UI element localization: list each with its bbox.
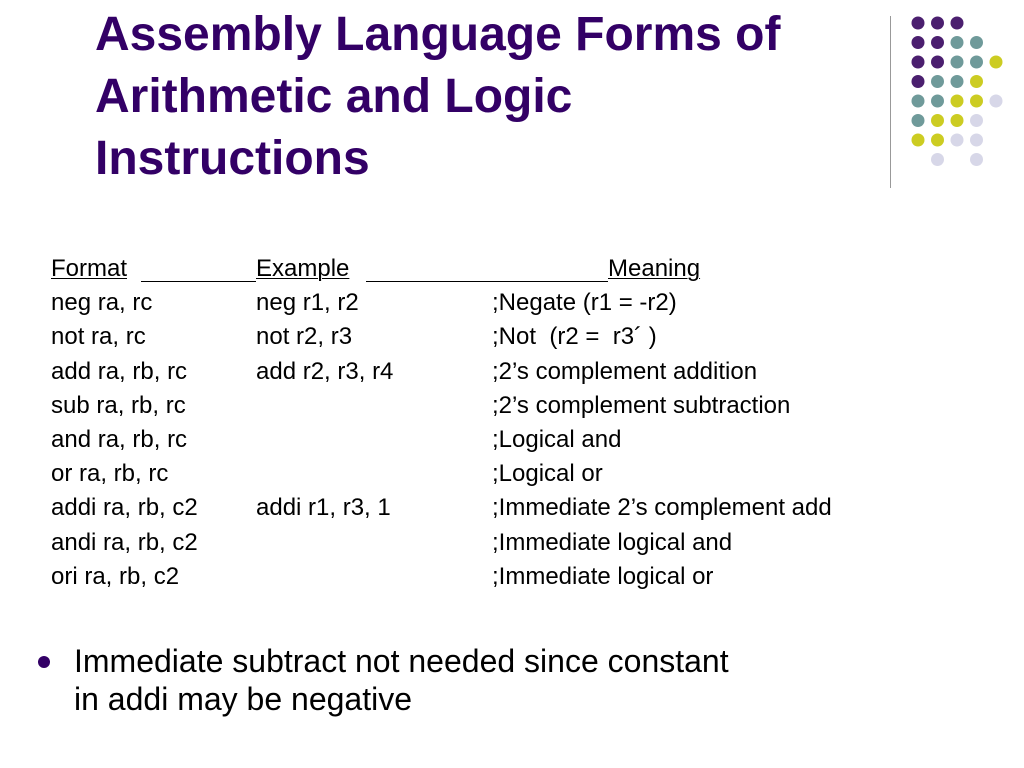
header-underline-gap bbox=[366, 281, 608, 282]
decorative-dot bbox=[931, 56, 944, 69]
decorative-dot bbox=[951, 36, 964, 49]
table-row bbox=[51, 491, 951, 525]
decorative-dot bbox=[990, 56, 1003, 69]
bullet-dot-icon bbox=[38, 656, 50, 668]
decorative-dot bbox=[912, 56, 925, 69]
decorative-dot bbox=[931, 134, 944, 147]
decorative-dot bbox=[931, 75, 944, 88]
header-format: Format bbox=[51, 255, 128, 282]
cell-format: addi ra, rb, c2 bbox=[51, 494, 198, 522]
decorative-dot bbox=[951, 75, 964, 88]
cell-format: and ra, rb, rc bbox=[51, 425, 188, 453]
cell-meaning: ;Not (r2 = r3´ ) bbox=[492, 323, 657, 351]
cell-format: not ra, rc bbox=[51, 323, 146, 351]
cell-meaning: ;2’s complement addition bbox=[492, 357, 758, 385]
cell-example: add r2, r3, r4 bbox=[256, 357, 394, 385]
cell-meaning: ;Immediate logical or bbox=[492, 562, 714, 590]
table-row bbox=[51, 526, 951, 560]
decorative-dot bbox=[970, 153, 983, 166]
cell-example: neg r1, r2 bbox=[256, 289, 359, 317]
decorative-dot bbox=[931, 95, 944, 108]
decorative-dot bbox=[931, 17, 944, 30]
slide-title bbox=[95, 4, 895, 190]
decorative-dot bbox=[970, 56, 983, 69]
cell-format: sub ra, rb, rc bbox=[51, 391, 186, 419]
table-row bbox=[51, 457, 951, 491]
cell-example: addi r1, r3, 1 bbox=[256, 494, 391, 522]
decorative-dot bbox=[951, 95, 964, 108]
header-example: Example bbox=[256, 255, 350, 282]
decorative-dot bbox=[951, 114, 964, 127]
decorative-dot bbox=[912, 134, 925, 147]
cell-meaning: ;Logical or bbox=[492, 460, 603, 488]
decorative-dot bbox=[931, 36, 944, 49]
table-row bbox=[51, 286, 951, 320]
cell-format: add ra, rb, rc bbox=[51, 357, 188, 385]
instruction-table bbox=[51, 252, 951, 594]
decorative-dot bbox=[970, 114, 983, 127]
title-line: Arithmetic and Logic bbox=[95, 70, 573, 123]
decorative-dot bbox=[931, 153, 944, 166]
cell-meaning: ;Logical and bbox=[492, 425, 622, 453]
title-line: Instructions bbox=[95, 132, 370, 185]
table-row bbox=[51, 560, 951, 594]
table-row bbox=[51, 423, 951, 457]
decorative-dot bbox=[990, 95, 1003, 108]
title-divider bbox=[890, 16, 891, 188]
decorative-dot bbox=[970, 75, 983, 88]
cell-meaning: ;Negate (r1 = -r2) bbox=[492, 289, 677, 317]
table-row bbox=[51, 389, 951, 423]
table-row bbox=[51, 355, 951, 389]
table-row bbox=[51, 320, 951, 354]
decorative-dot bbox=[951, 17, 964, 30]
decorative-dot bbox=[912, 95, 925, 108]
decorative-dot bbox=[970, 95, 983, 108]
header-meaning: Meaning bbox=[608, 255, 701, 282]
cell-format: or ra, rb, rc bbox=[51, 460, 169, 488]
bullet-text bbox=[74, 642, 894, 718]
decorative-dot bbox=[970, 36, 983, 49]
decorative-dot bbox=[912, 75, 925, 88]
cell-meaning: ;Immediate logical and bbox=[492, 528, 733, 556]
cell-meaning: ;Immediate 2’s complement add bbox=[492, 494, 832, 522]
decorative-dot bbox=[912, 17, 925, 30]
decorative-dot bbox=[970, 134, 983, 147]
cell-example: not r2, r3 bbox=[256, 323, 353, 351]
decorative-dot bbox=[951, 56, 964, 69]
decorative-dot bbox=[912, 114, 925, 127]
table-header-row bbox=[51, 252, 951, 286]
title-line: Assembly Language Forms of bbox=[95, 8, 781, 61]
decorative-dot bbox=[951, 134, 964, 147]
decorative-dot bbox=[931, 114, 944, 127]
cell-format: ori ra, rb, c2 bbox=[51, 562, 180, 590]
bullet-line: in addi may be negative bbox=[74, 681, 412, 717]
bullet-line: Immediate subtract not needed since constant bbox=[74, 643, 729, 679]
decorative-dot bbox=[912, 36, 925, 49]
cell-format: andi ra, rb, c2 bbox=[51, 528, 198, 556]
table-body bbox=[51, 286, 951, 594]
cell-meaning: ;2’s complement subtraction bbox=[492, 391, 791, 419]
cell-format: neg ra, rc bbox=[51, 289, 153, 317]
header-underline-gap bbox=[141, 281, 256, 282]
